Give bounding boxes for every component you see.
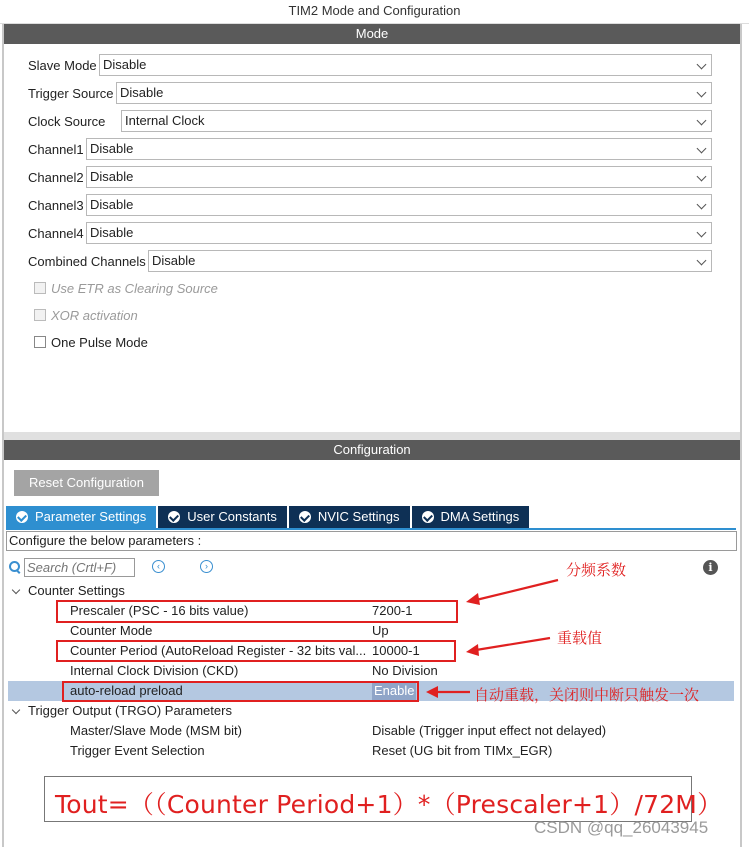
window-title: TIM2 Mode and Configuration (0, 0, 749, 24)
trigger-source-row (28, 82, 116, 104)
one-pulse-mode-checkbox[interactable] (34, 334, 148, 350)
prescaler-annotation: 分频系数 (566, 561, 627, 579)
check-circle-icon (422, 511, 434, 523)
param-value[interactable]: 10000-1 (372, 643, 420, 658)
use-etr-checkbox (34, 280, 218, 296)
configure-hint: Configure the below parameters : (6, 531, 737, 551)
formula-box (44, 776, 723, 822)
search-icon (8, 560, 22, 574)
channel3-select[interactable] (86, 194, 712, 216)
channel1-label: Channel1 (28, 141, 84, 157)
channel1-row (28, 138, 86, 160)
slave-mode-select[interactable] (99, 54, 712, 76)
param-value[interactable]: Reset (UG bit from TIMx_EGR) (372, 743, 553, 758)
slave-mode-value: Disable (103, 57, 147, 72)
param-value[interactable]: 7200-1 (372, 603, 413, 618)
chevron-down-icon (697, 200, 707, 210)
preload-annotation: 自动重载，关闭则中断只触发一次 (474, 686, 700, 704)
group-counter-settings[interactable] (8, 581, 734, 601)
tab-underline (6, 528, 736, 530)
chevron-down-icon (697, 144, 707, 154)
channel4-value: Disable (90, 225, 134, 240)
search-input[interactable] (24, 558, 135, 577)
param-name: Internal Clock Division (CKD) (70, 663, 239, 678)
period-annotation: 重载值 (557, 629, 603, 647)
next-match-icon[interactable]: › (200, 560, 213, 573)
channel3-value: Disable (90, 197, 134, 212)
tab-label: DMA Settings (440, 509, 520, 524)
channel1-value: Disable (90, 141, 134, 156)
search-bar (8, 557, 135, 577)
arrow-icon (422, 684, 472, 700)
configuration-header: Configuration (4, 440, 740, 460)
clock-source-label: Clock Source (28, 113, 106, 129)
trigger-source-value: Disable (120, 85, 164, 100)
chevron-down-icon (697, 228, 707, 238)
frame-border-right (740, 24, 742, 847)
check-circle-icon (16, 511, 28, 523)
param-name: Prescaler (PSC - 16 bits value) (70, 603, 249, 618)
mode-header: Mode (4, 24, 740, 44)
info-icon[interactable]: i (703, 560, 718, 575)
param-name: Trigger Event Selection (70, 743, 205, 758)
chevron-down-icon (697, 60, 707, 70)
check-circle-icon (168, 511, 180, 523)
tab-label: Parameter Settings (35, 509, 147, 524)
channel2-select[interactable] (86, 166, 712, 188)
slave-mode-label: Slave Mode (28, 57, 97, 73)
arrow-icon (462, 578, 562, 608)
param-name: Master/Slave Mode (MSM bit) (70, 723, 242, 738)
tab-user-constants[interactable] (158, 506, 287, 528)
channel1-select[interactable] (86, 138, 712, 160)
param-value[interactable]: No Division (372, 663, 438, 678)
chevron-down-icon (697, 256, 707, 266)
check-circle-icon (299, 511, 311, 523)
tab-parameter-settings[interactable] (6, 506, 156, 528)
param-row[interactable] (8, 661, 734, 681)
expand-caret-icon[interactable] (12, 706, 20, 714)
param-value[interactable]: Disable (Trigger input effect not delayed) (372, 723, 607, 738)
clock-source-value: Internal Clock (125, 113, 205, 128)
use-etr-label: Use ETR as Clearing Source (51, 280, 218, 296)
group-title: Trigger Output (TRGO) Parameters (28, 703, 232, 718)
tab-label: User Constants (187, 509, 277, 524)
channel4-label: Channel4 (28, 225, 84, 241)
chevron-down-icon (697, 172, 707, 182)
period-highlight-box (56, 640, 456, 662)
param-row[interactable] (8, 741, 734, 761)
preload-highlight-box (62, 681, 419, 702)
arrow-icon (462, 636, 554, 656)
config-tabs (6, 506, 531, 528)
expand-caret-icon[interactable] (12, 586, 20, 594)
param-value[interactable]: Up (372, 623, 389, 638)
channel2-value: Disable (90, 169, 134, 184)
checkbox-icon[interactable] (34, 336, 46, 348)
param-name: Counter Mode (70, 623, 153, 638)
channel4-row (28, 222, 86, 244)
channel2-row (28, 166, 86, 188)
param-name: Counter Period (AutoReload Register - 32 bits val... (70, 643, 367, 658)
watermark: CSDN @qq_26043945 (534, 818, 709, 837)
one-pulse-mode-label: One Pulse Mode (51, 334, 148, 350)
slave-mode-row (28, 54, 99, 76)
chevron-down-icon (697, 88, 707, 98)
clock-source-select[interactable] (121, 110, 712, 132)
param-name: auto-reload preload (70, 683, 183, 698)
param-row[interactable] (8, 721, 734, 741)
trigger-source-label: Trigger Source (28, 85, 114, 101)
tab-dma-settings[interactable] (412, 506, 530, 528)
trigger-source-select[interactable] (116, 82, 712, 104)
group-title: Counter Settings (28, 583, 125, 598)
tout-formula: Tout=（（Counter Period+1）*（Prescaler+1）/72M） (55, 790, 723, 819)
chevron-down-icon (697, 116, 707, 126)
checkbox-icon (34, 309, 46, 321)
combined-channels-row (28, 250, 148, 272)
xor-activation-checkbox (34, 307, 138, 323)
panel-separator[interactable] (4, 432, 740, 440)
reset-configuration-button[interactable]: Reset Configuration (14, 470, 159, 496)
xor-activation-label: XOR activation (51, 307, 138, 323)
param-row[interactable] (8, 621, 734, 641)
channel3-label: Channel3 (28, 197, 84, 213)
param-value[interactable]: Enable (372, 681, 416, 701)
clock-source-row (28, 110, 107, 132)
combined-channels-label: Combined Channels (28, 253, 146, 269)
previous-match-icon[interactable]: ‹ (152, 560, 165, 573)
combined-channels-select[interactable] (148, 250, 712, 272)
prescaler-highlight-box (56, 600, 458, 623)
channel4-select[interactable] (86, 222, 712, 244)
channel2-label: Channel2 (28, 169, 84, 185)
checkbox-icon (34, 282, 46, 294)
channel3-row (28, 194, 86, 216)
tab-label: NVIC Settings (317, 509, 400, 524)
combined-channels-value: Disable (152, 253, 196, 268)
tab-nvic-settings[interactable] (289, 506, 410, 528)
